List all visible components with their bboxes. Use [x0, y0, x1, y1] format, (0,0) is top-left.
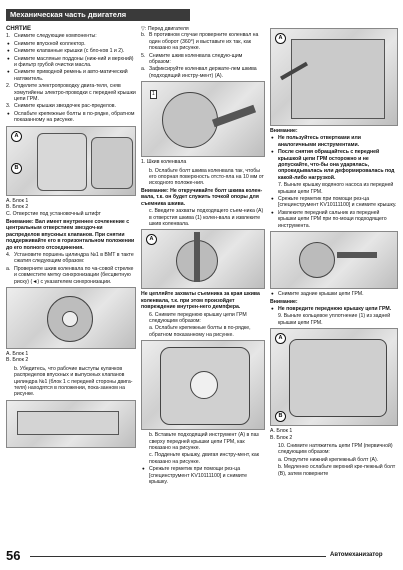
warning-text: Внимание: Не откручивайте болт шкива колен-вала, т.к. он будет служить точкой опоры для съемника шкива. — [141, 187, 263, 207]
step-7: 7. Выньте крышку водяного насоса из передней крышки цепи ГРМ. — [278, 182, 394, 195]
bullet: ● Снимите впускной коллектор. — [6, 41, 136, 47]
figure-callout: 1 — [152, 91, 155, 98]
step-5b: b. Ослабьте болт шкива коленвала так, чтобы его опорная поверхность отсто-яла на 10 мм от исходного положе-ния. — [149, 167, 264, 187]
step-6: 6. Снимите переднюю крышку цепи ГРМ следующим образом: — [149, 311, 247, 324]
step-5c: с. Введите захваты подходящего съем-ника (А) в отверстия шкива (1) колен-вала и извлеките шкив коленвала. — [149, 208, 264, 227]
front-label: ▽: Перед двигателя — [141, 26, 189, 32]
step-4a: а. Проверните шкив коленвала по ча-совой стрелке и совместите метку синхронизации (бесцветную риску) (◄) с указателем синхронизации. — [6, 265, 134, 285]
figure-label-a: A — [146, 234, 157, 245]
figure-pulley-holder — [141, 81, 265, 157]
step-10: 10. Снимите натяжитель цепи ГРМ (первичной) следующим образом: — [278, 442, 393, 456]
figure-caption: А. Блок 1 В. Блок 2 С. Отверстие под установочный штифт — [6, 197, 101, 217]
bullet: ● Срежьте герметик при помощи рез-ца [специнструмент KV10111100] и снимите крышку. — [270, 196, 398, 209]
figure-bolt-sequence — [141, 340, 265, 430]
step-1: 1. Снимите следующие компоненты: — [6, 33, 97, 40]
bullet: ● Извлеките передний сальник из передней крышки цепи ГРМ при по-мощи подходящего инструмента. — [270, 210, 398, 229]
warning-item: ● Не пользуйтесь отвертками или аналогичными инструментами. — [270, 135, 398, 148]
figure-timing-covers — [6, 126, 136, 196]
figure-label-b: B — [11, 163, 22, 174]
bullet: ● Срежьте герметик при помощи рез-ца [специнструмент KV10111100] и снимите крышку. — [141, 466, 265, 485]
bullet: ● Снимите клапанные крышки (с бло-ков 1 и 2). — [6, 48, 136, 54]
figure-crank-pulley-mark — [6, 287, 136, 349]
step-b: b. В противном случае проверните коленвал на один оборот (360°) и выставьте их так, как показано на рисунке. — [141, 32, 259, 52]
figure-label-b: B — [275, 411, 286, 422]
step-6c: с. Подденьте крышку, двигая инстру-мент, как показано на рисунке. — [149, 452, 260, 465]
step-5a: а. Зафиксируйте коленвал держате-лем шкива (подходящий инстру-мент) (А). — [141, 66, 257, 79]
section-header: Механическая часть двигателя — [6, 9, 190, 21]
bullet: ● Снимите масляные поддоны (ниж-ний и верхний) и фильтр грубой очистки масла. — [6, 56, 136, 69]
warning-text: Внимание: Вал имеет внутреннее сочленение с центральным отверстием звездоч-ки распределов впускных клапанов. При снятии поддерживайте его в горизонтальном положении до его полного отсоединения. — [6, 218, 135, 251]
figure-label-a: A — [11, 131, 22, 142]
step-4: 4. Установите поршень цилиндра №1 в ВМТ в такте сжатия следующим образом: — [6, 251, 134, 265]
figure-caption: А. Блок 1 В. Блок 2 — [270, 428, 293, 441]
step-2: 2. Отделите электропроводку двига-теля, сняв хомутийены электро-проводки с передней крышки цепи ГРМ. — [6, 83, 136, 103]
publisher-brand: Автомеханизатор — [330, 552, 383, 558]
step-4b: b. Убедитесь, что рабочие выступы кулачков распределов впускных и выпускных клапанов цилиндра №1 (блок 1 с передней стороны двига-теля) находятся в положении, пока-занном на рисунке. — [14, 365, 133, 398]
bullet: ● Снимите приводной ремень и авто-матический натяжитель. — [6, 69, 136, 82]
warning-text: Не цепляйте захваты съемника за края шкива коленвала, т.к. при этом произойдет повреждение внутрен-него демпфера. — [141, 291, 260, 311]
figure-label-a: A — [275, 333, 286, 344]
warning-title: Внимание: — [270, 128, 298, 134]
figure-label-a: A — [275, 33, 286, 44]
figure-camshaft-lobes — [6, 400, 136, 448]
figure-cover-pry — [270, 28, 398, 126]
step-10b: b. Медленно ослабьте верхний кре-пежный болт (В), затем поверните — [278, 464, 396, 477]
bullet: ● Ослабьте крепежные болты в по-рядке, обратном показанному на рисунке. — [6, 111, 136, 124]
column-1 — [6, 26, 136, 450]
warning-item: ● Не повредите переднюю крышку цепи ГРМ. — [270, 306, 398, 312]
page-number: 56 — [6, 548, 21, 563]
column-3 — [270, 26, 398, 478]
step-10a: а. Открутите нижний крепежный болт (А). — [278, 456, 379, 463]
step-6a: а. Ослабьте крепежные болты в по-рядке, обратном показанному на рисунке. — [149, 325, 251, 338]
step-5: 5. Снимите шкив коленвала следую-щим образом: — [141, 52, 243, 66]
figure-front-seal — [270, 231, 398, 289]
step-3: 3. Снимите крышки звездочек рас-пределов. — [6, 103, 116, 110]
step-6b: b. Вставьте подходящий инструмент (А) в паз сверху передней крышки цепи ГРМ, как показано на рисунке. — [149, 432, 259, 451]
column-2 — [141, 26, 265, 486]
figure-puller — [141, 229, 265, 289]
step-9: 9. Выньте кольцевое уплотнение (1) из задней крышки цепи ГРМ. — [278, 313, 391, 326]
bullet: ● Снимите задние крышки цепи ГРМ. — [270, 291, 398, 297]
figure-caption: 1. Шкив коленвала — [141, 159, 187, 166]
figure-rear-cover — [270, 328, 398, 426]
section-title: СНЯТИЕ — [6, 26, 31, 32]
warning-title: Внимание: — [270, 298, 298, 305]
warning-item: ● После снятия обращайтесь с передней крышкой цепи ГРМ осторожно и не допускайте, что-бы она ударялась, опрокидывалась или деформировалась под какой-либо нагрузкой. — [270, 149, 398, 181]
figure-caption: А. Блок 1 В. Блок 2 — [6, 350, 29, 364]
footer-rule — [30, 556, 326, 557]
